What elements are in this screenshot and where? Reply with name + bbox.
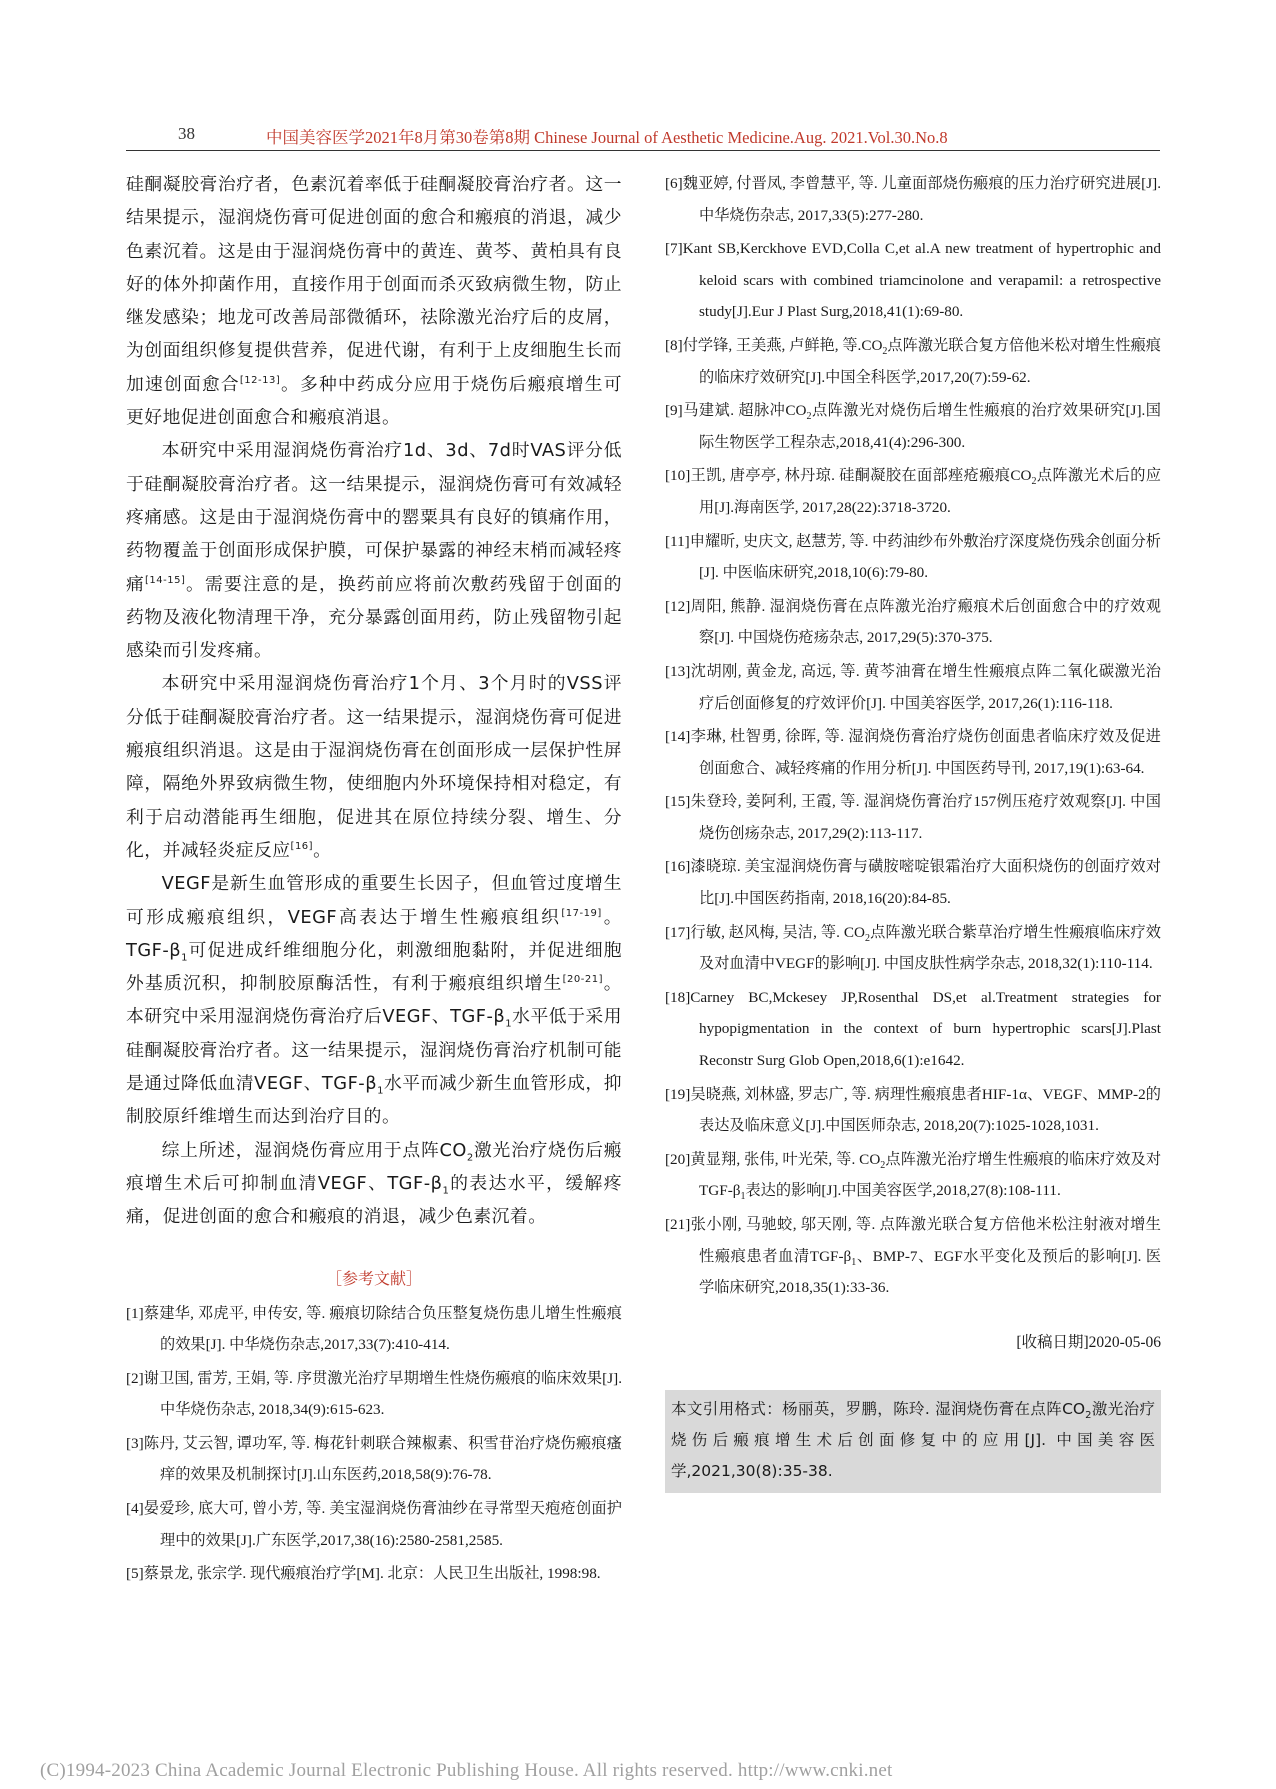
reference-item: [17]行敏, 赵风梅, 吴洁, 等. $CO_2$点阵激光联合紫草治疗增生性瘢痕临床疗效及对血清中VEGF的影响[J]. 中国皮肤性病学杂志, 2018,32(1):110-114. — [665, 923, 1161, 973]
reference-item: [20]黄显翔, 张伟, 叶光荣, 等. $CO_2$点阵激光治疗增生性瘢痕的临床疗效及对TGF-$\beta_1$表达的影响[J].中国美容医学,2018,27(8):108-111. — [665, 1150, 1162, 1203]
reference-item: [4]晏爱珍, 底大可, 曾小芳, 等. 美宝湿润烧伤膏油纱在寻常型天疱疮创面护理中的效果[J].广东医学,2017,38(16):2580-2581,2585. — [126, 1500, 622, 1549]
references-heading: ［参考文献］ — [325, 1268, 422, 1288]
reference-item: [10]王凯, 唐亭亭, 林丹琼. 硅酮凝胶在面部痤疮瘢痕$CO_2$点阵激光术后的应用[J].海南医学, 2017,28(22):3718-3720. — [665, 467, 1162, 516]
reference-item: [18]Carney BC,Mckesey JP,Rosenthal DS,et al.Treatment strategies for hypopigmentation in the context of burn hypertrophic scars[J].Plast Reconstr Surg Glob Open,2018,6(1):e1642. — [665, 988, 1161, 1070]
reference-item: [15]朱登玲, 姜阿利, 王霞, 等. 湿润烧伤膏治疗157例压疮疗效观察[J]. 中国烧伤创疡杂志, 2017,29(2):113-117. — [665, 793, 1161, 842]
paragraph-1: 硅酮凝胶膏治疗者，色素沉着率低于硅酮凝胶膏治疗者。这一结果提示，湿润烧伤膏可促进创面的愈合和瘢痕的消退，减少色素沉着。这是由于湿润烧伤膏中的黄连、黄芩、黄柏具有良好的体外抑菌作用，直接作用于创面而杀灭致病微生物，防止继发感染；地龙可改善局部微循环，祛除激光治疗后的皮屑，为创面组织修复提供营养，促进代谢，有利于上皮细胞生长而加速创面愈合[12-13]。多种中药成分应用于烧伤后瘢痕增生可更好地促进创面愈合和瘢痕消退。 — [126, 174, 622, 429]
reference-item: [12]周阳, 熊静. 湿润烧伤膏在点阵激光治疗瘢痕术后创面愈合中的疗效观察[J]. 中国烧伤疮疡杂志, 2017,29(5):370-375. — [665, 597, 1161, 647]
left-column — [126, 168, 622, 1592]
paragraph-4: VEGF是新生血管形成的重要生长因子，但血管过度增生可形成瘢痕组织，VEGF高表达于增生性瘢痕组织[17-19]。TGF-$\beta_1$可促进成纤维细胞分化，刺激细胞黏附，并促进细胞外基质沉积，抑制胶原酶活性，有利于瘢痕组织增生[20-21]。本研究中采用湿润烧伤膏治疗后VEGF、TGF-$\beta_1$水平低于采用硅酮凝胶膏治疗者。这一结果提示，湿润烧伤膏治疗机制可能是通过降低血清VEGF、TGF-$\beta_1$水平而减少新生血管形成，抑制胶原纤维增生而达到治疗目的。 — [126, 873, 622, 1128]
reference-item: [14]李琳, 杜智勇, 徐晖, 等. 湿润烧伤膏治疗烧伤创面患者临床疗效及促进创面愈合、减轻疼痛的作用分析[J]. 中国医药导刊, 2017,19(1):63-64. — [665, 728, 1161, 777]
reference-item: [2]谢卫国, 雷芳, 王娟, 等. 序贯激光治疗早期增生性烧伤瘢痕的临床效果[J].中华烧伤杂志, 2018,34(9):615-623. — [126, 1369, 622, 1419]
reference-item: [11]申耀昕, 史庆文, 赵慧芳, 等. 中药油纱布外敷治疗深度烧伤残余创面分析[J]. 中医临床研究,2018,10(6):79-80. — [665, 532, 1161, 582]
copyright-footer: (C)1994-2023 China Academic Journal Electronic Publishing House. All rights reserved. http://www.cnki.net — [40, 1760, 893, 1781]
paragraph-3: 本研究中采用湿润烧伤膏治疗1个月、3个月时的VSS评分低于硅酮凝胶膏治疗者。这一结果提示，湿润烧伤膏可促进瘢痕组织消退。这是由于湿润烧伤膏在创面形成一层保护性屏障，隔绝外界致病微生物，使细胞内外环境保持相对稳定，有利于启动潜能再生细胞，促进其在原位持续分裂、增生、分化，并减轻炎症反应[16]。 — [126, 673, 622, 861]
journal-title: 中国美容医学2021年8月第30卷第8期 Chinese Journal of Aesthetic Medicine.Aug. 2021.Vol.30.No.8 — [266, 128, 948, 147]
reference-item: [19]吴晓燕, 刘林盛, 罗志广, 等. 病理性瘢痕患者HIF-1α、VEGF、MMP-2的表达及临床意义[J].中国医师杂志, 2018,20(7):1025-1028,1031. — [665, 1085, 1161, 1135]
reference-item: [9]马建斌. 超脉冲$CO_2$点阵激光对烧伤后增生性瘢痕的治疗效果研究[J].国际生物医学工程杂志,2018,41(4):296-300. — [665, 402, 1161, 451]
right-column — [665, 168, 1161, 1493]
citation-box: 本文引用格式：杨丽英，罗鹏，陈玲. 湿润烧伤膏在点阵$CO_2$激光治疗烧伤后瘢痕增生术后创面修复中的应用[J]. 中国美容医学,2021,30(8):35-38. — [665, 1390, 1161, 1493]
reference-item: [13]沈胡刚, 黄金龙, 高远, 等. 黄芩油膏在增生性瘢痕点阵二氧化碳激光治疗后创面修复的疗效评价[J]. 中国美容医学, 2017,26(1):116-118. — [665, 662, 1161, 712]
paragraph-2: 本研究中采用湿润烧伤膏治疗1d、3d、7d时VAS评分低于硅酮凝胶膏治疗者。这一结果提示，湿润烧伤膏可有效减轻疼痛感。这是由于湿润烧伤膏中的罂粟具有良好的镇痛作用，药物覆盖于创面形成保护膜，可保护暴露的神经末梢而减轻疼痛[14-15]。需要注意的是，换药前应将前次敷药残留于创面的药物及液化物清理干净，充分暴露创面用药，防止残留物引起感染而引发疼痛。 — [126, 440, 622, 662]
reference-item: [8]付学锋, 王美燕, 卢鲜艳, 等$.CO_2$点阵激光联合复方倍他米松对增生性瘢痕的临床疗效研究[J].中国全科医学,2017,20(7):59-62. — [665, 336, 1161, 386]
running-header — [126, 124, 1160, 151]
reference-item: [21]张小刚, 马驰蛟, 邬天刚, 等. 点阵激光联合复方倍他米松注射液对增生性瘢痕患者血清TGF-$\beta_1$、BMP-7、EGF水平变化及预后的影响[J]. 医学临床研究,2018,35(1):33-36. — [665, 1216, 1162, 1297]
reference-item: [7]Kant SB,Kerckhove EVD,Colla C,et al.A new treatment of hypertrophic and keloid scars with combined triamcinolone and verapamil: a retrospective study[J].Eur J Plast Surg,2018,41(1):69-80. — [665, 240, 1161, 321]
reference-item: [6]魏亚婷, 付晋凤, 李曾慧平, 等. 儿童面部烧伤瘢痕的压力治疗研究进展[J].中华烧伤杂志, 2017,33(5):277-280. — [665, 175, 1161, 224]
reference-item: [1]蔡建华, 邓虎平, 申传安, 等. 瘢痕切除结合负压整复烧伤患儿增生性瘢痕的效果[J]. 中华烧伤杂志,2017,33(7):410-414. — [126, 1304, 622, 1354]
received-date: [收稿日期]2020-05-06 — [1016, 1333, 1161, 1351]
paragraph-5: 综上所述，湿润烧伤膏应用于点阵$CO_2$激光治疗烧伤后瘢痕增生术后可抑制血清VEGF、TGF-$\beta_1$的表达水平，缓解疼痛，促进创面的愈合和瘢痕的消退，减少色素沉着。 — [126, 1139, 622, 1228]
page-number: 38 — [178, 124, 195, 143]
reference-item: [3]陈丹, 艾云智, 谭功军, 等. 梅花针刺联合辣椒素、积雪苷治疗烧伤瘢痕瘙痒的效果及机制探讨[J].山东医药,2018,58(9):76-78. — [126, 1434, 622, 1484]
reference-item: [16]漆晓琼. 美宝湿润烧伤膏与磺胺嘧啶银霜治疗大面积烧伤的创面疗效对比[J].中国医药指南, 2018,16(20):84-85. — [665, 858, 1161, 908]
reference-item: [5]蔡景龙, 张宗学. 现代瘢痕治疗学[M]. 北京：人民卫生出版社, 1998:98. — [126, 1565, 601, 1583]
